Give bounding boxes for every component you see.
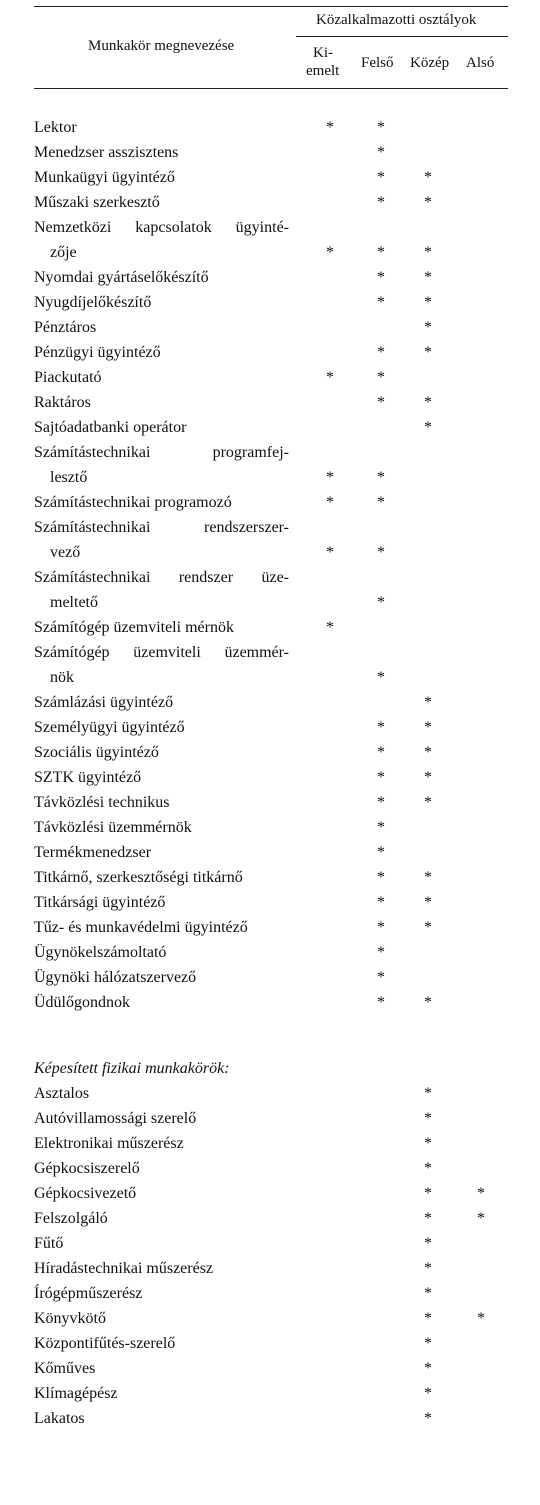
mark-kozep: * bbox=[424, 1210, 432, 1227]
table-row bbox=[34, 1357, 534, 1381]
table-row bbox=[34, 1257, 534, 1281]
table-row bbox=[34, 741, 534, 765]
table-row-continuation bbox=[34, 241, 534, 265]
mark-felso: * bbox=[377, 244, 385, 261]
mark-kozep: * bbox=[424, 744, 432, 761]
mark-also: * bbox=[477, 1310, 485, 1327]
table-row bbox=[34, 641, 534, 665]
header-bottom-rule bbox=[34, 88, 508, 89]
job-title: Pénzügyi ügyintéző bbox=[34, 344, 161, 361]
table-row bbox=[34, 791, 534, 815]
mark-also: * bbox=[477, 1185, 485, 1202]
job-title: Ügynöki hálózatszervező bbox=[34, 969, 197, 986]
mark-kozep: * bbox=[424, 294, 432, 311]
job-title: Számlázási ügyintéző bbox=[34, 694, 174, 711]
job-title: Műszaki szerkesztő bbox=[34, 194, 160, 211]
mark-felso: * bbox=[377, 294, 385, 311]
job-title: Számítástechnikai rendszerszer- bbox=[34, 519, 289, 536]
table-row bbox=[34, 166, 534, 190]
mark-kozep: * bbox=[424, 344, 432, 361]
job-title: Nyomdai gyártáselőkészítő bbox=[34, 269, 209, 286]
table-row bbox=[34, 1182, 534, 1206]
job-title: Távközlési technikus bbox=[34, 794, 170, 811]
table-row bbox=[34, 1207, 534, 1231]
job-title: Személyügyi ügyintéző bbox=[34, 719, 185, 736]
mark-felso: * bbox=[377, 169, 385, 186]
table-row bbox=[34, 341, 534, 365]
job-title: Fűtő bbox=[34, 1235, 64, 1252]
mark-felso: * bbox=[377, 469, 385, 486]
table-row bbox=[34, 841, 534, 865]
job-title: Piackutató bbox=[34, 369, 102, 386]
job-title: Gépkocsivezető bbox=[34, 1185, 137, 1202]
table-row-continuation bbox=[34, 666, 534, 690]
mark-felso: * bbox=[377, 669, 385, 686]
table-row bbox=[34, 1157, 534, 1181]
mark-kozep: * bbox=[424, 919, 432, 936]
mark-felso: * bbox=[377, 819, 385, 836]
table-row bbox=[34, 916, 534, 940]
mark-kozep: * bbox=[424, 869, 432, 886]
table-row-continuation bbox=[34, 466, 534, 490]
job-title: Titkárnő, szerkesztőségi titkárnő bbox=[34, 869, 243, 886]
table-row bbox=[34, 416, 534, 440]
mark-kozep: * bbox=[424, 1410, 432, 1427]
table-row bbox=[34, 1107, 534, 1131]
mark-felso: * bbox=[377, 119, 385, 136]
mark-kiemelt: * bbox=[326, 494, 334, 511]
table-row bbox=[34, 141, 534, 165]
job-title: Elektronikai műszerész bbox=[34, 1135, 184, 1152]
mark-kozep: * bbox=[424, 719, 432, 736]
table-row bbox=[34, 716, 534, 740]
mark-felso: * bbox=[377, 944, 385, 961]
table-row bbox=[34, 191, 534, 215]
mark-kozep: * bbox=[424, 894, 432, 911]
job-title: lesztő bbox=[50, 469, 88, 486]
section-title: Képesített fizikai munkakörök: bbox=[34, 1060, 230, 1077]
mark-kozep: * bbox=[424, 1260, 432, 1277]
mark-felso: * bbox=[377, 769, 385, 786]
mark-kiemelt: * bbox=[326, 119, 334, 136]
table-row bbox=[34, 891, 534, 915]
job-title: Asztalos bbox=[34, 1085, 90, 1102]
job-title: Távközlési üzemmérnök bbox=[34, 819, 192, 836]
job-title: Nyugdíjelőkészítő bbox=[34, 294, 152, 311]
mark-felso: * bbox=[377, 269, 385, 286]
mark-kozep: * bbox=[424, 269, 432, 286]
table-row bbox=[34, 366, 534, 390]
mark-kozep: * bbox=[424, 794, 432, 811]
mark-also: * bbox=[477, 1210, 485, 1227]
mark-felso: * bbox=[377, 969, 385, 986]
job-title: Gépkocsiszerelő bbox=[34, 1160, 140, 1177]
mark-felso: * bbox=[377, 594, 385, 611]
mark-felso: * bbox=[377, 894, 385, 911]
class-kozep: Közép bbox=[410, 55, 450, 71]
table-row bbox=[34, 1407, 534, 1431]
job-title: Szociális ügyintéző bbox=[34, 744, 159, 761]
table-row bbox=[34, 1082, 534, 1106]
table-row bbox=[34, 291, 534, 315]
mark-felso: * bbox=[377, 844, 385, 861]
table-row bbox=[34, 1132, 534, 1156]
mark-kozep: * bbox=[424, 1360, 432, 1377]
table-row bbox=[34, 691, 534, 715]
job-title: Sajtóadatbanki operátor bbox=[34, 419, 187, 436]
mark-kozep: * bbox=[424, 1085, 432, 1102]
mark-kiemelt: * bbox=[326, 369, 334, 386]
table-row bbox=[34, 266, 534, 290]
table-row bbox=[34, 1382, 534, 1406]
table-row bbox=[34, 616, 534, 640]
job-title: meltető bbox=[50, 594, 98, 611]
table-row bbox=[34, 991, 534, 1015]
mark-kozep: * bbox=[424, 1135, 432, 1152]
job-title: Titkársági ügyintéző bbox=[34, 894, 166, 911]
mark-kiemelt: * bbox=[326, 469, 334, 486]
mark-felso: * bbox=[377, 794, 385, 811]
job-title: Kőműves bbox=[34, 1360, 96, 1377]
mark-felso: * bbox=[377, 719, 385, 736]
job-title: Autóvillamossági szerelő bbox=[34, 1110, 197, 1127]
mark-kiemelt: * bbox=[326, 619, 334, 636]
job-title: Lakatos bbox=[34, 1410, 85, 1427]
job-title: Klímagépész bbox=[34, 1385, 118, 1402]
table-row bbox=[34, 766, 534, 790]
top-rule bbox=[34, 6, 508, 7]
mark-felso: * bbox=[377, 744, 385, 761]
mark-felso: * bbox=[377, 344, 385, 361]
table-row bbox=[34, 866, 534, 890]
table-row bbox=[34, 1282, 534, 1306]
table-row bbox=[34, 966, 534, 990]
table-row bbox=[34, 516, 534, 540]
job-title: Munkaügyi ügyintéző bbox=[34, 169, 175, 186]
job-title: Könyvkötő bbox=[34, 1310, 106, 1327]
mark-kozep: * bbox=[424, 769, 432, 786]
class-felso: Felső bbox=[361, 55, 394, 71]
mark-felso: * bbox=[377, 194, 385, 211]
mark-kozep: * bbox=[424, 694, 432, 711]
mark-felso: * bbox=[377, 919, 385, 936]
mark-kiemelt: * bbox=[326, 544, 334, 561]
job-title: Lektor bbox=[34, 119, 77, 136]
job-title: SZTK ügyintéző bbox=[34, 769, 142, 786]
mark-kozep: * bbox=[424, 319, 432, 336]
job-title: Nemzetközi kapcsolatok ügyinté- bbox=[34, 219, 289, 236]
job-title: nök bbox=[50, 669, 74, 686]
table-row-continuation bbox=[34, 541, 534, 565]
job-title: Számítástechnikai programozó bbox=[34, 494, 232, 511]
job-title: Írógépműszerész bbox=[34, 1285, 143, 1302]
job-title: Raktáros bbox=[34, 394, 91, 411]
table-row bbox=[34, 316, 534, 340]
table-row bbox=[34, 1232, 534, 1256]
job-title: zője bbox=[50, 244, 77, 261]
table-row bbox=[34, 566, 534, 590]
mark-kozep: * bbox=[424, 169, 432, 186]
column-title: Munkakör megnevezése bbox=[88, 38, 235, 54]
mark-kozep: * bbox=[424, 244, 432, 261]
mark-kiemelt: * bbox=[326, 244, 334, 261]
table-row bbox=[34, 1332, 534, 1356]
mark-felso: * bbox=[377, 544, 385, 561]
mark-kozep: * bbox=[424, 1110, 432, 1127]
job-title: Híradástechnikai műszerész bbox=[34, 1260, 214, 1277]
mark-kozep: * bbox=[424, 419, 432, 436]
mark-kozep: * bbox=[424, 1385, 432, 1402]
mark-kozep: * bbox=[424, 1285, 432, 1302]
table-row bbox=[34, 441, 534, 465]
table-row-continuation bbox=[34, 591, 534, 615]
mark-kozep: * bbox=[424, 994, 432, 1011]
mark-kozep: * bbox=[424, 1235, 432, 1252]
table-row bbox=[34, 216, 534, 240]
mark-kozep: * bbox=[424, 1335, 432, 1352]
job-title: Tűz- és munkavédelmi ügyintéző bbox=[34, 919, 248, 936]
mark-kozep: * bbox=[424, 1160, 432, 1177]
mark-felso: * bbox=[377, 394, 385, 411]
job-title: Menedzser asszisztens bbox=[34, 144, 179, 161]
table-row bbox=[34, 391, 534, 415]
mark-kozep: * bbox=[424, 1185, 432, 1202]
group-underline bbox=[296, 36, 508, 37]
job-title: Felszolgáló bbox=[34, 1210, 108, 1227]
job-title: Pénztáros bbox=[34, 319, 97, 336]
table-row bbox=[34, 941, 534, 965]
job-title: Számítógép üzemviteli üzemmér- bbox=[34, 644, 289, 661]
job-title: Számítógép üzemviteli mérnök bbox=[34, 619, 234, 636]
job-title: Központifűtés-szerelő bbox=[34, 1335, 176, 1352]
job-title: Ügynökelszámoltató bbox=[34, 944, 167, 961]
mark-kozep: * bbox=[424, 1310, 432, 1327]
group-title: Közalkalmazotti osztályok bbox=[316, 12, 477, 28]
table-row bbox=[34, 816, 534, 840]
job-title: Termékmenedzser bbox=[34, 844, 152, 861]
job-title: Számítástechnikai rendszer üze- bbox=[34, 569, 289, 586]
job-title: vező bbox=[50, 544, 81, 561]
mark-kozep: * bbox=[424, 194, 432, 211]
class-kiemelt-line2: emelt bbox=[306, 63, 340, 79]
mark-felso: * bbox=[377, 144, 385, 161]
class-kiemelt-line1: Ki- bbox=[313, 45, 333, 61]
mark-felso: * bbox=[377, 369, 385, 386]
mark-felso: * bbox=[377, 994, 385, 1011]
table-row bbox=[34, 491, 534, 515]
class-also: Alsó bbox=[466, 55, 495, 71]
table-row bbox=[34, 1307, 534, 1331]
mark-felso: * bbox=[377, 869, 385, 886]
job-title: Számítástechnikai programfej- bbox=[34, 444, 289, 461]
mark-kozep: * bbox=[424, 394, 432, 411]
job-title: Üdülőgondnok bbox=[34, 994, 130, 1011]
mark-felso: * bbox=[377, 494, 385, 511]
table-row bbox=[34, 116, 534, 140]
